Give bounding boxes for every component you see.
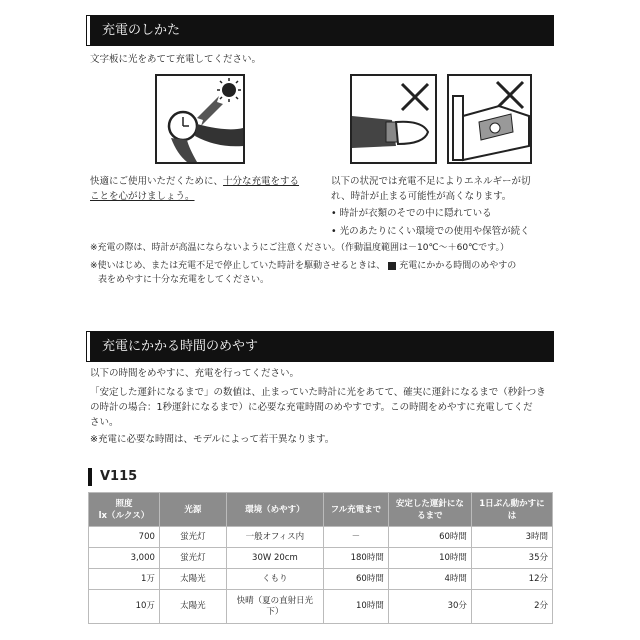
table-row — [89, 569, 553, 590]
table-cell: － — [324, 527, 389, 548]
section2-line5: ※充電に必要な時間は、モデルによって若干異なります。 — [90, 434, 335, 445]
table-cell: 快晴（夏の直射日光 下） — [226, 590, 323, 624]
note-first-use — [90, 259, 516, 274]
left-note-line1 — [90, 174, 299, 189]
table-cell: 蛍光灯 — [159, 527, 226, 548]
table-cell: 太陽光 — [159, 590, 226, 624]
table-row — [89, 548, 553, 569]
arrow-link-icon[interactable] — [388, 262, 396, 270]
table-cell: 蛍光灯 — [159, 548, 226, 569]
table-cell: 1万 — [89, 569, 160, 590]
section2-line3: の時計の場合：1秒運針になるまで）に必要な充電時間のめやすです。この時間をめやすに充電してくだ — [90, 402, 533, 413]
table-header-row — [89, 493, 553, 527]
sleeve-warning-icon — [352, 76, 435, 162]
table-cell: 10時間 — [324, 590, 389, 624]
table-cell: 12分 — [471, 569, 552, 590]
header-stable: 安定した運針にな るまで — [388, 493, 471, 527]
table-cell: 3,000 — [89, 548, 160, 569]
table-cell: 700 — [89, 527, 160, 548]
note-link-text[interactable]: 充電にかかる時間のめやすの — [399, 261, 517, 271]
note-first-use-text: ※使いはじめ、または充電不足で停止していた時計を駆動させるときは、 — [90, 261, 386, 271]
table-cell: 太陽光 — [159, 569, 226, 590]
header-illuminance: 照度 lx（ルクス） — [89, 493, 160, 527]
right-note-line2: れ、時計が止まる可能性が高くなります。 — [331, 191, 512, 202]
header-one-day: 1日ぶん動かすに は — [471, 493, 552, 527]
section-header-charging-time — [87, 332, 553, 361]
table-cell: 60時間 — [388, 527, 471, 548]
table-cell: 30W 20cm — [226, 548, 323, 569]
section2-line1: 以下の時間をめやすに、充電を行ってください。 — [90, 368, 300, 379]
table-cell: 10万 — [89, 590, 160, 624]
charging-time-table — [88, 492, 553, 624]
table-cell: 2分 — [471, 590, 552, 624]
right-note-line1: 以下の状況では充電不足によりエネルギーが切 — [331, 176, 531, 187]
table-row — [89, 590, 553, 624]
intro-text: 文字板に光をあてて充電してください。 — [90, 54, 262, 65]
left-note-line2: ことを心がけましょう。 — [90, 191, 195, 202]
left-note-text: 快適にご使用いただくために、 — [90, 176, 224, 187]
table-cell: くもり — [226, 569, 323, 590]
note-temperature: ※充電の際は、時計が高温にならないようにご注意ください。（作動温度範囲は－10℃～＋60℃です。） — [90, 243, 509, 253]
section-header-charging — [87, 16, 553, 45]
table-row — [89, 527, 553, 548]
header-environment: 環境（めやす） — [226, 493, 323, 527]
header-light-source: 光源 — [159, 493, 226, 527]
sun-watch-icon — [157, 76, 243, 162]
drawer-warning-icon — [449, 76, 530, 162]
table-cell: 30分 — [388, 590, 471, 624]
illustration-sleeve — [350, 74, 437, 164]
condition-item: • 光のあたりにくい環境での使用や保管が続く — [331, 224, 530, 239]
table-cell: 一般オフィス内 — [226, 527, 323, 548]
section2-line4: さい。 — [90, 417, 119, 428]
table-cell: 35分 — [471, 548, 552, 569]
note-first-use-line2: 表をめやすに十分な充電をしてください。 — [98, 275, 270, 285]
table-cell: 10時間 — [388, 548, 471, 569]
table-cell: 60時間 — [324, 569, 389, 590]
table-cell: 180時間 — [324, 548, 389, 569]
section2-line2: 「安定した運針になるまで」の数値は、止まっていた時計に光をあてて、確実に運針になるまで（秒針つき — [90, 387, 546, 398]
section-title: 充電にかかる時間のめやす — [102, 339, 259, 354]
illustration-sun-watch — [155, 74, 245, 164]
condition-item: • 時計が衣類のそでの中に隠れている — [331, 206, 530, 221]
table-cell: 3時間 — [471, 527, 552, 548]
header-full-charge: フル充電まで — [324, 493, 389, 527]
section-title: 充電のしかた — [102, 23, 181, 38]
table-cell: 4時間 — [388, 569, 471, 590]
model-label: V115 — [88, 468, 137, 486]
condition-list — [331, 206, 530, 239]
illustration-drawer — [447, 74, 532, 164]
left-note-emphasis: 十分な充電をする — [223, 176, 300, 187]
